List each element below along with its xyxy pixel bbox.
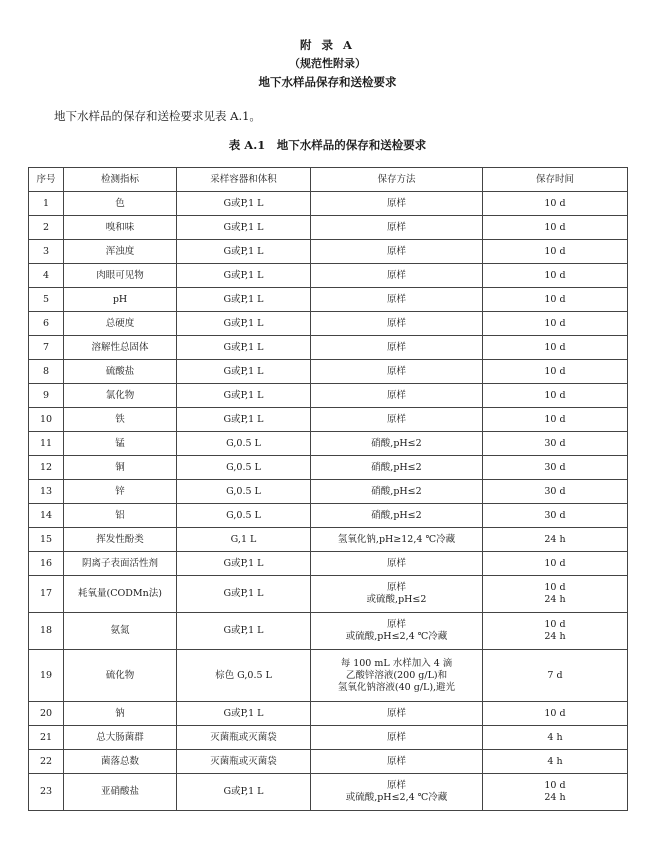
cell-method (311, 288, 483, 312)
appendix-title: 附 录 A (300, 38, 355, 52)
cell-no: 21 (29, 726, 64, 750)
cell-indicator: 锌 (64, 480, 177, 504)
intro-paragraph: 地下水样品的保存和送检要求见表 A.1。 (54, 109, 261, 123)
table-body (29, 192, 628, 811)
cell-indicator: 总硬度 (64, 312, 177, 336)
cell-container: G或P,1 L (177, 216, 311, 240)
cell-method (311, 264, 483, 288)
cell-indicator: 色 (64, 192, 177, 216)
cell-time (483, 408, 628, 432)
cell-method (311, 504, 483, 528)
cell-no: 17 (29, 576, 64, 613)
preservation-table (28, 167, 628, 811)
cell-method-line: 原样 (386, 780, 406, 791)
cell-time (483, 726, 628, 750)
cell-method-line: 原样 (386, 755, 406, 767)
cell-indicator: 肉眼可见物 (64, 264, 177, 288)
cell-time (483, 480, 628, 504)
cell-container: G或P,1 L (177, 384, 311, 408)
cell-container: G或P,1 L (177, 613, 311, 650)
cell-time (483, 650, 628, 702)
cell-time-line: 30 d (544, 461, 566, 473)
cell-no: 18 (29, 613, 64, 650)
cell-indicator: 铁 (64, 408, 177, 432)
cell-no: 19 (29, 650, 64, 702)
cell-container: G或P,1 L (177, 360, 311, 384)
cell-container: G或P,1 L (177, 702, 311, 726)
cell-method-line: 原样 (386, 619, 406, 630)
cell-time (483, 360, 628, 384)
cell-time-line: 10 d (544, 317, 566, 329)
cell-indicator: 硫化物 (64, 650, 177, 702)
cell-time-line: 4 h (547, 731, 563, 743)
cell-method (311, 552, 483, 576)
cell-method (311, 408, 483, 432)
cell-no: 6 (29, 312, 64, 336)
cell-indicator: 钠 (64, 702, 177, 726)
cell-no: 13 (29, 480, 64, 504)
cell-no: 9 (29, 384, 64, 408)
table-row (29, 480, 628, 504)
cell-time-line: 10 d (544, 389, 566, 401)
cell-container: G,0.5 L (177, 480, 311, 504)
cell-no: 8 (29, 360, 64, 384)
cell-time-line: 10 d (544, 413, 566, 425)
cell-container: G或P,1 L (177, 192, 311, 216)
cell-time-line: 4 h (547, 755, 563, 767)
cell-container: G或P,1 L (177, 774, 311, 811)
cell-container: 棕色 G,0.5 L (177, 650, 311, 702)
table-row (29, 408, 628, 432)
cell-container: G或P,1 L (177, 408, 311, 432)
table-row (29, 504, 628, 528)
cell-method-line: 原样 (386, 731, 406, 743)
cell-time-line: 10 d (544, 269, 566, 281)
cell-method-line: 原样 (386, 557, 406, 569)
cell-time (483, 774, 628, 811)
table-caption: 表 A.1 地下水样品的保存和送检要求 (228, 138, 427, 152)
cell-time-line: 10 d (544, 582, 566, 593)
cell-method-line: 或硫酸,pH≤2,4 ℃冷藏 (345, 792, 448, 803)
cell-time-line: 10 d (544, 341, 566, 353)
table-row (29, 576, 628, 613)
cell-method (311, 774, 483, 811)
cell-indicator: 总大肠菌群 (64, 726, 177, 750)
cell-no: 16 (29, 552, 64, 576)
cell-no: 20 (29, 702, 64, 726)
cell-method (311, 702, 483, 726)
cell-method-line: 原样 (386, 245, 406, 257)
appendix-heading: 地下水样品保存和送检要求 (258, 75, 397, 89)
cell-container: G或P,1 L (177, 552, 311, 576)
cell-container: G或P,1 L (177, 312, 311, 336)
cell-method (311, 613, 483, 650)
table-row (29, 336, 628, 360)
cell-no: 14 (29, 504, 64, 528)
cell-time (483, 288, 628, 312)
cell-method (311, 384, 483, 408)
cell-time-line: 24 h (544, 792, 566, 803)
cell-no: 11 (29, 432, 64, 456)
cell-method-line: 原样 (386, 389, 406, 401)
cell-method-line: 原样 (386, 341, 406, 353)
cell-method-line: 每 100 mL 水样加入 4 滴 (340, 657, 453, 669)
cell-container: G或P,1 L (177, 264, 311, 288)
cell-method (311, 480, 483, 504)
cell-method-line: 硝酸,pH≤2 (371, 485, 422, 497)
cell-method (311, 576, 483, 613)
cell-method-line: 原样 (386, 413, 406, 425)
cell-no: 2 (29, 216, 64, 240)
cell-time-line: 30 d (544, 437, 566, 449)
cell-no: 10 (29, 408, 64, 432)
cell-time (483, 613, 628, 650)
cell-time (483, 432, 628, 456)
cell-method (311, 456, 483, 480)
table-row (29, 312, 628, 336)
header-container: 采样容器和体积 (177, 168, 311, 192)
cell-time (483, 336, 628, 360)
cell-indicator: 溶解性总固体 (64, 336, 177, 360)
cell-no: 22 (29, 750, 64, 774)
table-row (29, 264, 628, 288)
table-row (29, 360, 628, 384)
cell-time-line: 24 h (544, 533, 566, 545)
cell-time (483, 750, 628, 774)
cell-time-line: 24 h (544, 631, 566, 642)
cell-container: G,0.5 L (177, 504, 311, 528)
cell-no: 3 (29, 240, 64, 264)
cell-indicator: 阴离子表面活性剂 (64, 552, 177, 576)
cell-method-line: 原样 (386, 221, 406, 233)
cell-method (311, 240, 483, 264)
cell-time (483, 528, 628, 552)
cell-method-line: 原样 (386, 582, 406, 593)
cell-method-line: 或硫酸,pH≤2 (366, 594, 427, 605)
cell-method (311, 216, 483, 240)
cell-indicator: 锰 (64, 432, 177, 456)
header-method: 保存方法 (311, 168, 483, 192)
cell-method-line: 氢氧化钠,pH≥12,4 ℃冷藏 (337, 533, 456, 545)
header-indicator: 检测指标 (64, 168, 177, 192)
cell-time-line: 10 d (544, 293, 566, 305)
cell-indicator: 耗氧量(CODMn法) (64, 576, 177, 613)
table-row (29, 288, 628, 312)
cell-time-line: 24 h (544, 594, 566, 605)
cell-container: G或P,1 L (177, 288, 311, 312)
table-row (29, 432, 628, 456)
cell-method-line: 硝酸,pH≤2 (371, 461, 422, 473)
cell-method (311, 650, 483, 702)
cell-indicator: 氨氮 (64, 613, 177, 650)
cell-container: G或P,1 L (177, 576, 311, 613)
cell-method-line: 原样 (386, 365, 406, 377)
cell-method (311, 726, 483, 750)
cell-time-line: 30 d (544, 485, 566, 497)
table-row (29, 216, 628, 240)
cell-indicator: 亚硝酸盐 (64, 774, 177, 811)
cell-method-line: 硝酸,pH≤2 (371, 437, 422, 449)
cell-time (483, 240, 628, 264)
cell-method-line: 原样 (386, 317, 406, 329)
cell-no: 12 (29, 456, 64, 480)
cell-time-line: 10 d (544, 619, 566, 630)
table-row (29, 552, 628, 576)
cell-method-line: 乙酸锌溶液(200 g/L)和 (345, 669, 448, 681)
cell-method-line: 或硫酸,pH≤2,4 ℃冷藏 (345, 631, 448, 642)
cell-method (311, 528, 483, 552)
cell-indicator: 硫酸盐 (64, 360, 177, 384)
cell-method-line: 氢氧化钠溶液(40 g/L),避光 (337, 681, 456, 693)
cell-container: G,0.5 L (177, 432, 311, 456)
cell-method-line: 原样 (386, 269, 406, 281)
cell-time (483, 264, 628, 288)
cell-time (483, 384, 628, 408)
table-row (29, 192, 628, 216)
cell-time-line: 10 d (544, 197, 566, 209)
cell-method (311, 312, 483, 336)
cell-time (483, 456, 628, 480)
cell-method-line: 原样 (386, 707, 406, 719)
cell-indicator: 铝 (64, 504, 177, 528)
cell-no: 1 (29, 192, 64, 216)
cell-method (311, 432, 483, 456)
table-row (29, 240, 628, 264)
cell-time-line: 30 d (544, 509, 566, 521)
cell-method (311, 360, 483, 384)
cell-time-line: 7 d (547, 669, 563, 681)
cell-time-line: 10 d (544, 780, 566, 791)
cell-container: G或P,1 L (177, 336, 311, 360)
cell-indicator: 氯化物 (64, 384, 177, 408)
header-time: 保存时间 (483, 168, 628, 192)
header-no: 序号 (29, 168, 64, 192)
cell-indicator: 嗅和味 (64, 216, 177, 240)
table-row (29, 384, 628, 408)
cell-method-line: 原样 (386, 197, 406, 209)
cell-no: 5 (29, 288, 64, 312)
cell-indicator: 菌落总数 (64, 750, 177, 774)
cell-method-line: 硝酸,pH≤2 (371, 509, 422, 521)
cell-container: 灭菌瓶或灭菌袋 (177, 726, 311, 750)
cell-time-line: 10 d (544, 557, 566, 569)
table-row (29, 750, 628, 774)
table-row (29, 650, 628, 702)
cell-container: G,0.5 L (177, 456, 311, 480)
cell-no: 23 (29, 774, 64, 811)
cell-time (483, 576, 628, 613)
cell-method (311, 336, 483, 360)
cell-no: 4 (29, 264, 64, 288)
cell-container: 灭菌瓶或灭菌袋 (177, 750, 311, 774)
table-row (29, 726, 628, 750)
cell-no: 15 (29, 528, 64, 552)
cell-time (483, 504, 628, 528)
cell-time-line: 10 d (544, 245, 566, 257)
cell-indicator: pH (64, 288, 177, 312)
cell-time (483, 192, 628, 216)
cell-time (483, 312, 628, 336)
cell-indicator: 铜 (64, 456, 177, 480)
cell-time (483, 216, 628, 240)
cell-method (311, 192, 483, 216)
cell-indicator: 挥发性酚类 (64, 528, 177, 552)
table-row (29, 613, 628, 650)
table-row (29, 774, 628, 811)
table-row (29, 456, 628, 480)
cell-no: 7 (29, 336, 64, 360)
cell-indicator: 浑浊度 (64, 240, 177, 264)
cell-method-line: 原样 (386, 293, 406, 305)
table-row (29, 528, 628, 552)
cell-container: G或P,1 L (177, 240, 311, 264)
cell-time-line: 10 d (544, 707, 566, 719)
table-row (29, 702, 628, 726)
cell-time (483, 552, 628, 576)
appendix-subtitle: （规范性附录） (289, 57, 366, 70)
cell-container: G,1 L (177, 528, 311, 552)
cell-time-line: 10 d (544, 365, 566, 377)
cell-method (311, 750, 483, 774)
cell-time-line: 10 d (544, 221, 566, 233)
table-header-row (29, 168, 628, 192)
cell-time (483, 702, 628, 726)
